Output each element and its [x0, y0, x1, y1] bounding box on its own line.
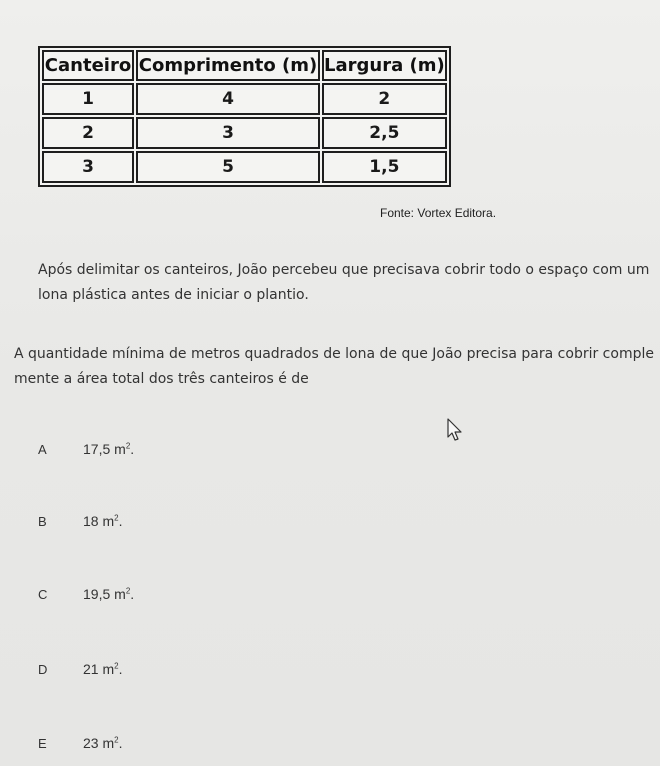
table-row — [42, 117, 447, 149]
context-paragraph — [14, 258, 660, 308]
answer-option-c[interactable] — [38, 586, 134, 602]
option-letter: E — [38, 736, 47, 751]
table-cell: 4 — [136, 83, 320, 115]
table-header-row — [42, 50, 447, 81]
answer-option-a[interactable] — [38, 441, 134, 457]
paragraph-line: lona plástica antes de iniciar o plantio. — [38, 287, 309, 303]
paragraph-line: mente a área total dos três canteiros é de — [14, 371, 309, 387]
table-header-cell: Canteiro — [42, 50, 134, 81]
table-cell: 2 — [42, 117, 134, 149]
table-row — [42, 151, 447, 183]
answer-option-d[interactable] — [38, 661, 122, 677]
answer-option-e[interactable] — [38, 735, 122, 751]
option-value: 18 $m^2$. — [83, 513, 123, 529]
question-paragraph — [14, 342, 660, 392]
table-header-cell: Comprimento (m) — [136, 50, 320, 81]
table-header-cell: Largura (m) — [322, 50, 447, 81]
option-value: 17,5 $m^2$. — [83, 441, 135, 457]
option-letter: C — [38, 587, 48, 602]
table-cell: 3 — [136, 117, 320, 149]
table-cell: 1 — [42, 83, 134, 115]
table-source-caption: Fonte: Vortex Editora. — [380, 206, 497, 220]
option-value: 21 $m^2$. — [83, 661, 123, 677]
option-letter: D — [38, 662, 48, 677]
option-letter: B — [38, 514, 47, 529]
paragraph-line: Após delimitar os canteiros, João percebeu que precisava cobrir todo o espaço com um — [38, 262, 650, 278]
table-cell: 5 — [136, 151, 320, 183]
table-row — [42, 83, 447, 115]
table-cell: 3 — [42, 151, 134, 183]
table-cell: 2,5 — [322, 117, 447, 149]
answer-option-b[interactable] — [38, 513, 122, 529]
option-letter: A — [38, 442, 47, 457]
table-cell: 2 — [322, 83, 447, 115]
option-value: 23 $m^2$. — [83, 735, 123, 751]
table-cell: 1,5 — [322, 151, 447, 183]
option-value: 19,5 $m^2$. — [83, 586, 135, 602]
mouse-pointer-icon — [446, 418, 466, 442]
paragraph-line: A quantidade mínima de metros quadrados de lona de que João precisa para cobrir comple — [14, 346, 654, 362]
garden-beds-table — [38, 46, 451, 187]
